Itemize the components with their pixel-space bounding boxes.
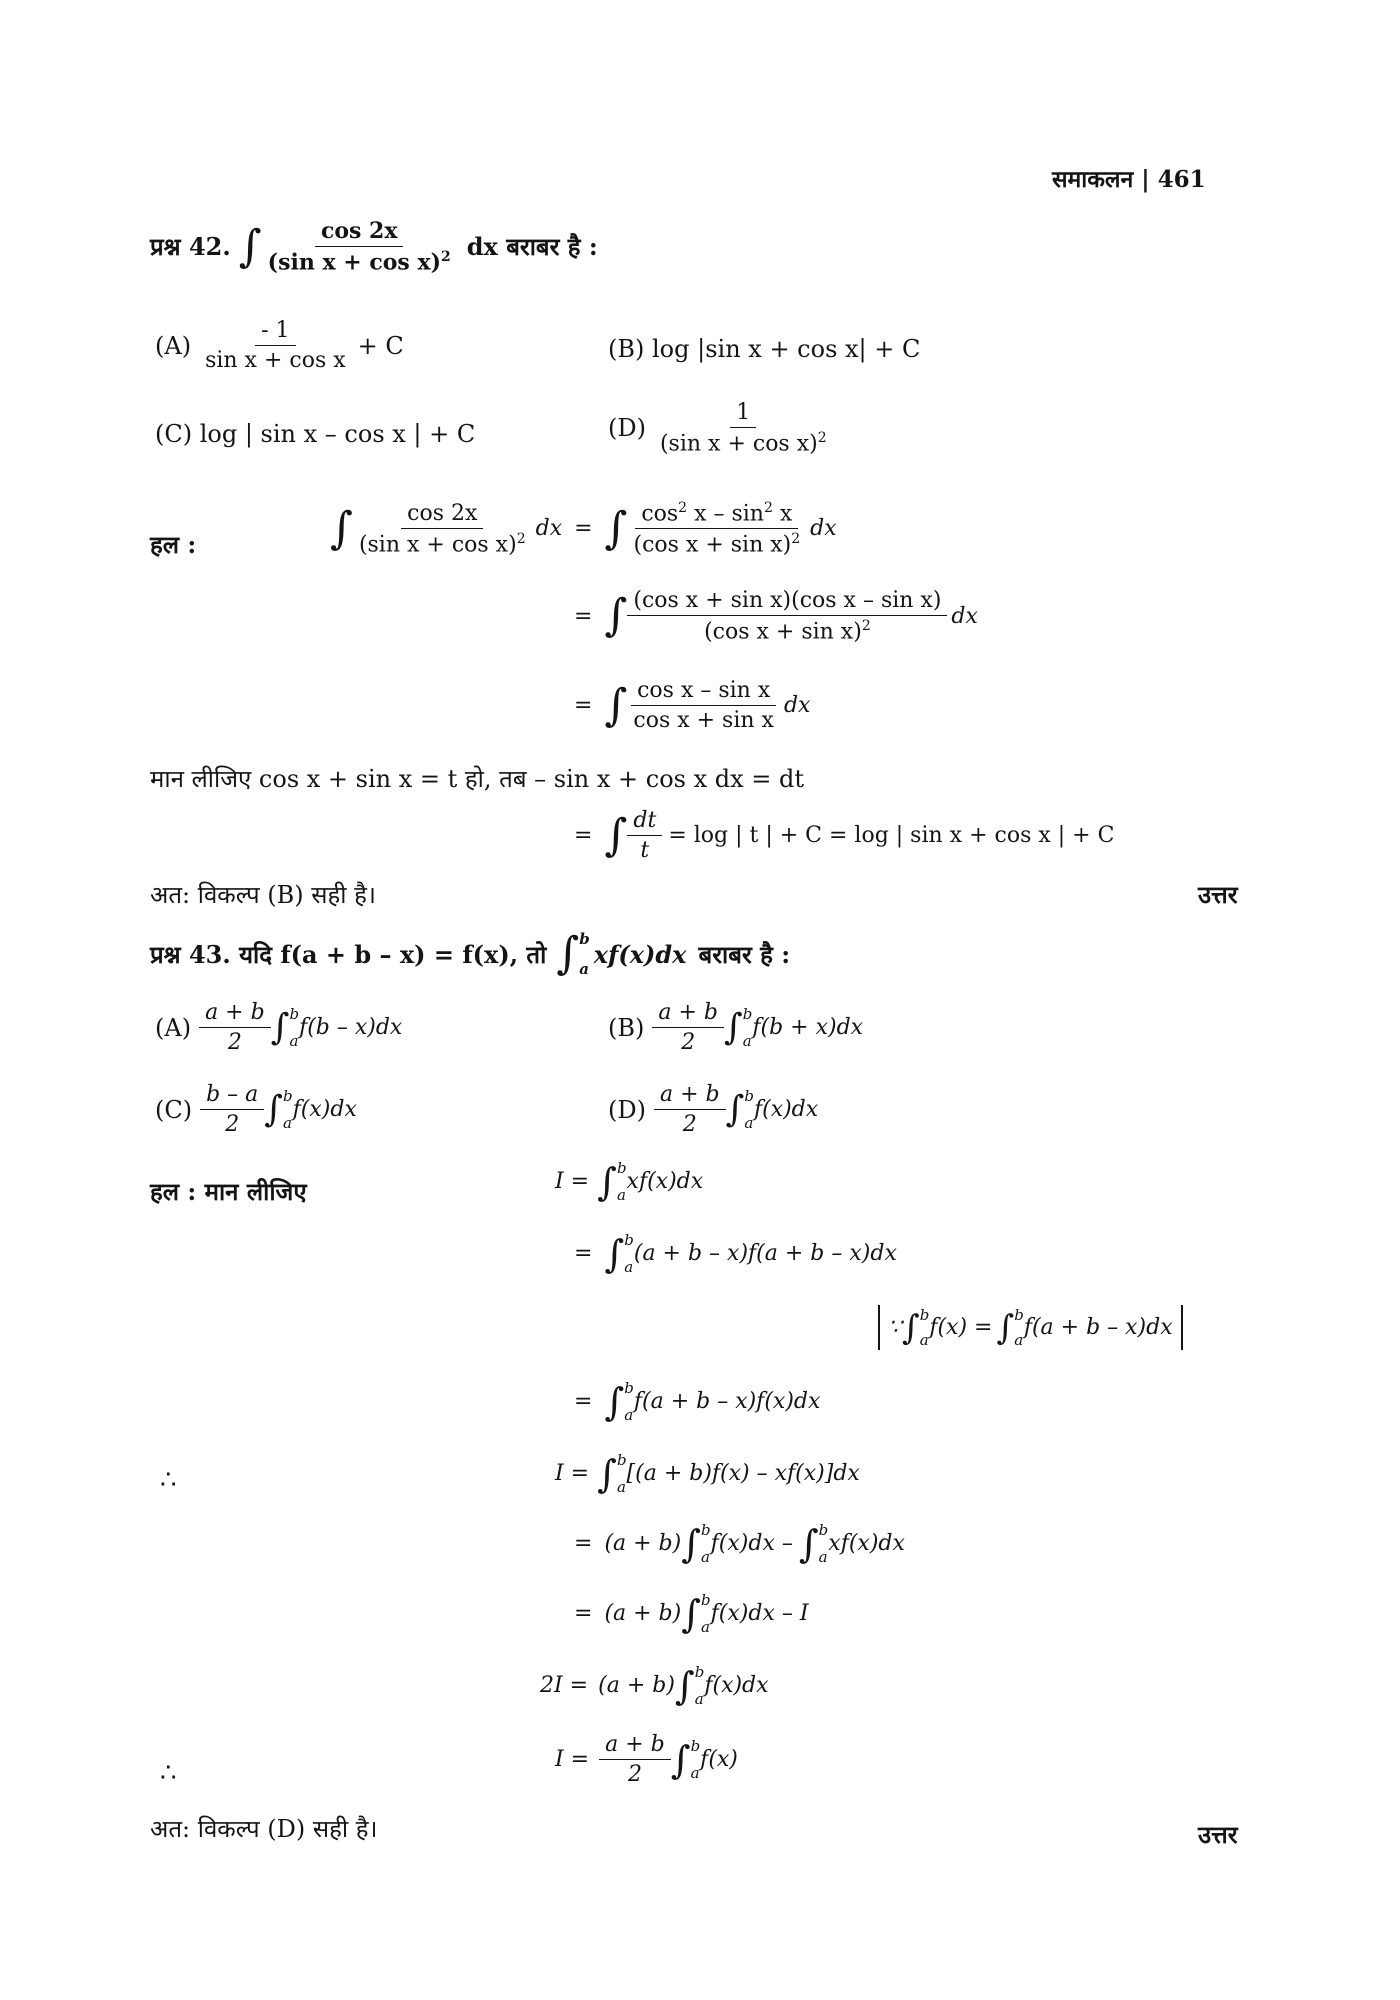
note-right: f(a + b – x)dx [1023,1315,1173,1340]
q42-numerator: cos 2x [315,218,404,247]
q43-line-1: I = ∫ b a xf(x)dx [555,1159,704,1204]
option-a-label: (A) [155,1013,192,1042]
line5-integrand: [(a + b)f(x) – xf(x)]dx [626,1461,860,1486]
line6-second-integrand: xf(x)dx [828,1531,905,1556]
question-42: प्रश्न 42. ∫ $\frac{\cos 2x}{(\sin x + \cos x)^2}$ dx बराबर है : [150,218,598,276]
note-left: f(x) = [929,1315,993,1340]
option-c-integrand: f(x)dx [292,1097,357,1122]
option-d-numerator: a + b [654,1082,726,1110]
integral-sign: ∫ [330,502,353,554]
integral-sign: ∫ [597,1159,617,1204]
therefore-symbol-1: ∴ [160,1465,177,1495]
line6-first-integrand: f(x)dx – [710,1531,793,1556]
integral-sign: ∫ [604,1379,625,1424]
lower-limit: a [579,960,589,978]
q43-integrand: xf(x)dx [593,939,687,969]
question-43-label: प्रश्न 43. यदि f(a + b – x) = f(x), तो [150,939,547,969]
q43-solution-label: हल : मान लीजिए [150,1177,307,1206]
line1-lhs: I = [555,1169,590,1194]
option-a-denominator: 2 [227,1030,242,1055]
line9-integrand: f(x) [700,1747,738,1772]
integral-sign: ∫ [798,1521,819,1566]
q42-answer-label: उत्तर [1198,880,1238,909]
integral-sign: ∫ [604,590,628,642]
q42-step-4: = ∫ $\frac{dt}{t}$ = log | t | + C = log | sin x + cos x | + C [574,808,1115,863]
line9-denominator: 2 [627,1762,642,1787]
q43-line-7: = (a + b) ∫ b a f(x)dx – I [574,1591,809,1636]
option-a-numerator: - 1 [255,318,295,346]
q42-solution-label: हल : [150,530,197,559]
step1-right-denominator: (cos x + sin x) [633,532,792,558]
line2-integrand: (a + b – x)f(a + b – x)dx [633,1241,897,1266]
q43-line-9: I = $\frac{a + b}{2}$ ∫ b a f(x) [555,1732,738,1787]
q42-step-2: = ∫ $\frac{\text{(cos x + sin x)(cos x – sin x)}}{(\cos x + \sin x)^2}$ dx [574,588,978,645]
q42-option-b: (B) log |sin x + cos x| + C [608,335,921,363]
line9-lhs: I = [555,1747,590,1772]
q43-line-5: I = ∫ b a [(a + b)f(x) – xf(x)]dx [555,1451,860,1496]
option-b-label: (B) [608,1013,645,1042]
option-d-numerator: 1 [730,400,756,428]
integral-sign: ∫ [681,1591,702,1636]
q43-line-4: = ∫ b a f(a + b – x)f(x)dx [574,1379,821,1424]
option-d-denominator: (sin x + cos x) [659,431,818,457]
integral-sign: ∫ [724,1006,743,1048]
q43-option-a: (A) $\frac{a + b}{2}$ ∫ b a f(b – x)dx [155,1000,403,1055]
option-d-label: (D) [608,414,646,443]
q42-denominator: (sin x + cos x) [267,249,441,276]
integral-sign: ∫ [670,1737,691,1782]
step3-numerator: cos x – sin x [631,678,776,706]
step3-denominator: cos x + sin x [633,708,774,733]
integral-sign: ∫ [604,809,628,861]
line5-lhs: I = [555,1461,590,1486]
integral-sign: ∫ [238,220,262,272]
line7-factor: (a + b) [604,1601,682,1626]
step4-result: = log | t | + C = log | sin x + cos x | + C [668,823,1115,848]
line4-integrand: f(a + b – x)f(x)dx [633,1389,821,1414]
option-a-denominator: sin x + cos x [205,348,346,373]
line8-factor: (a + b) [598,1673,675,1698]
integral-sign: ∫ [674,1663,695,1708]
q43-property-note: ∵ ∫ b a f(x) = ∫ b a f(a + b – x)dx [878,1305,1183,1350]
line1-integrand: xf(x)dx [626,1169,704,1194]
q43-option-b: (B) $\frac{a + b}{2}$ ∫ b a f(b + x)dx [608,1000,864,1055]
option-d-denominator: 2 [682,1112,697,1137]
integral-sign: ∫ [270,1006,290,1048]
integral-sign: ∫ [597,1451,617,1496]
option-a-label: (A) [155,331,192,360]
line7-integrand: f(x)dx – I [710,1601,809,1626]
line6-factor: (a + b) [604,1531,682,1556]
integral-sign: ∫ [681,1521,702,1566]
step2-denominator: (cos x + sin x) [704,619,862,645]
q43-line-8: 2I = (a + b) ∫ b a f(x)dx [540,1663,769,1708]
integral-sign: ∫ [264,1088,284,1130]
step4-denominator: t [640,838,650,863]
q43-suffix: बराबर है : [698,939,791,969]
step1-left-numerator: cos 2x [401,501,483,529]
q42-option-d: (D) $\frac{1}{(\sin x + \cos x)^2}$ [608,400,827,457]
q43-option-d: (D) $\frac{a + b}{2}$ ∫ b a f(x)dx [608,1082,819,1137]
option-d-integrand: f(x)dx [753,1097,819,1122]
q42-option-a [155,318,404,373]
option-a-constant: + C [357,331,404,360]
q43-answer-label: उत्तर [1198,1820,1238,1849]
line9-numerator: a + b [599,1732,671,1760]
option-a-numerator: a + b [199,1000,271,1028]
integral-sign: ∫ [604,679,628,731]
option-a-integrand: f(b – x)dx [299,1015,403,1040]
step1-left-denominator: (sin x + cos x) [358,531,517,557]
option-c-numerator: b – a [200,1082,264,1110]
option-c-label: (C) [155,1095,193,1124]
step4-numerator: dt [627,808,662,836]
question-43 [150,930,790,978]
q42-suffix: dx बराबर है : [466,232,598,262]
q42-step-3: = ∫ $\frac{\text{cos x – sin x}}{\text{cos x + sin x}}$ dx [574,678,811,733]
q42-substitution: मान लीजिए cos x + sin x = t हो, तब – sin x + cos x dx = dt [150,765,805,793]
step2-numerator: (cos x + sin x)(cos x – sin x) [627,588,947,616]
line8-integrand: f(x)dx [704,1673,769,1698]
integral-sign: ∫ [725,1088,745,1130]
upper-limit: b [579,930,590,948]
option-c-denominator: 2 [225,1112,240,1137]
integral-sign: ∫ [604,1231,625,1276]
q42-option-c: (C) log | sin x – cos x | + C [155,420,476,448]
q43-option-c: (C) $\frac{b - a}{2}$ ∫ b a f(x)dx [155,1082,357,1137]
q43-line-2: = ∫ b a (a + b – x)f(a + b – x)dx [574,1231,897,1276]
option-b-numerator: a + b [652,1000,724,1028]
integral-sign: ∫ [604,502,628,554]
option-d-label: (D) [608,1095,646,1124]
therefore-symbol-2: ∴ [160,1758,177,1788]
integral-sign: ∫ [556,928,580,979]
q42-conclusion: अत: विकल्प (B) सही है। [150,881,376,909]
option-b-integrand: f(b + x)dx [752,1015,864,1040]
q42-step-1: ∫ $\frac{\cos 2x}{(\sin x + \cos x)^2}$ dx = ∫ $\frac{\cos^2 x - \sin^2 x}{(\cos x + \sin x)^2}$ dx [330,500,837,558]
option-b-denominator: 2 [681,1030,696,1055]
page-header: समाकलन | 461 [1052,166,1206,193]
q43-conclusion: अत: विकल्प (D) सही है। [150,1815,378,1843]
q43-line-6: = (a + b) ∫ b a f(x)dx – ∫ b a xf(x)dx [574,1521,905,1566]
line8-lhs: 2I = [540,1673,589,1698]
question-42-label: प्रश्न 42. [150,232,231,262]
